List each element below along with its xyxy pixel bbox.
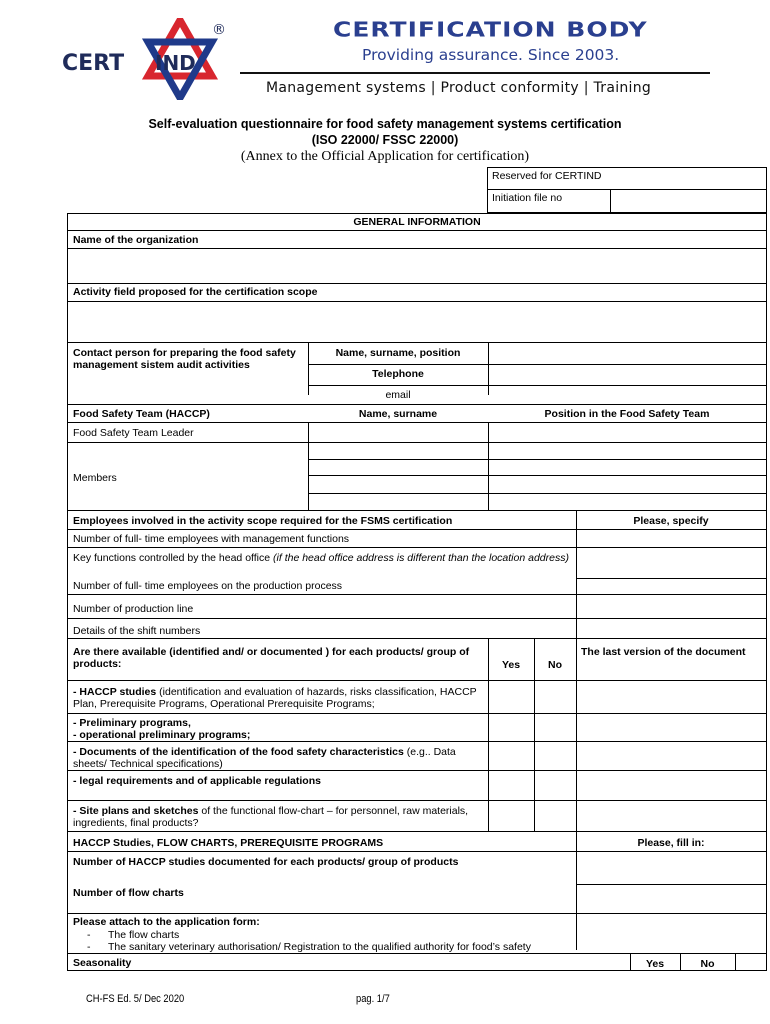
members-label: Members [73,472,117,484]
member-name-field[interactable] [309,476,488,493]
certind-logo [62,18,232,100]
haccp-studies-row: - HACCP studies (identification and evaluation of hazards, risks classification, HACCP Plan, Prerequisite Programs, Operational Prerequisite Programs; [73,686,477,710]
please-fill-label: Please, fill in: [637,837,705,849]
employees-management-field[interactable] [577,530,766,547]
brand-divider [240,72,710,74]
org-name-field[interactable] [68,249,766,283]
contact-name-field[interactable] [489,343,766,364]
member-name-field[interactable] [309,460,488,475]
please-specify-label: Please, specify [633,515,709,527]
employees-production-label: Number of full- time employees on the production process [73,580,343,592]
brand-title: CERTIFICATION BODY [333,18,648,42]
key-functions-field[interactable] [577,548,766,578]
reserved-box [487,167,767,213]
employees-header: Employees involved in the activity scope required for the FSMS certification [73,515,453,527]
haccp-header: HACCP Studies, FLOW CHARTS, PREREQUISITE PROGRAMS [73,837,384,849]
attach-label: Please attach to the application form: [73,916,260,928]
footer-page: pag. 1/7 [356,993,390,1005]
logo-text-cert: CERT [62,51,125,76]
doc-title-line1: Self-evaluation questionnaire for food safety management systems certification [148,117,622,131]
attach-item-flow-charts: - The flow charts [87,929,180,941]
food-safety-team-label: Food Safety Team (HACCP) [73,408,210,420]
contact-email-field[interactable] [489,386,766,403]
doc-title-line2: (ISO 22000/ FSSC 22000) [311,133,459,147]
team-leader-position-field[interactable] [489,423,766,442]
reserved-label: Reserved for CERTIND [488,168,766,190]
key-functions-label: Key functions controlled by the head office (if the head office address is different than the location address) [73,552,569,564]
food-safety-characteristics-row: - Documents of the identification of the food safety characteristics (e.g.. Data sheets/ Technical specifications) [73,746,456,770]
preliminary-programs-row: - Preliminary programs, - operational preliminary programs; [73,717,251,741]
team-leader-name-field[interactable] [309,423,488,442]
contact-telephone-field[interactable] [489,365,766,385]
general-info-header: GENERAL INFORMATION [353,216,481,228]
contact-telephone-label: Telephone [372,368,424,380]
production-line-field[interactable] [577,595,766,618]
flow-count-field[interactable] [577,885,766,913]
employees-management-label: Number of full- time employees with management functions [73,533,350,545]
member-position-field[interactable] [489,494,766,510]
org-name-label: Name of the organization [73,234,199,246]
contact-person-label: Contact person for preparing the food safety management sistem audit activities [73,347,296,371]
seasonality-no[interactable]: No [700,958,715,970]
haccp-count-label: Number of HACCP studies documented for each products/ group of products [73,856,459,868]
shift-numbers-field[interactable] [577,619,766,638]
employees-production-field[interactable] [577,579,766,594]
registered-mark: ® [212,22,226,38]
brand-tagline: Providing assurance. Since 2003. [362,46,620,64]
team-col-position: Position in the Food Safety Team [544,408,710,420]
initiation-file-label: Initiation file no [492,192,563,204]
member-position-field[interactable] [489,460,766,475]
member-name-field[interactable] [309,494,488,510]
contact-email-label: email [385,389,411,401]
contact-name-label: Name, surname, position [335,347,461,359]
haccp-count-field[interactable] [577,852,766,884]
attach-item-authorisation: - The sanitary veterinary authorisation/ Registration to the qualified authority for food’s safety [87,941,531,953]
team-leader-label: Food Safety Team Leader [73,427,194,439]
flow-count-label: Number of flow charts [73,887,184,899]
docs-availability-header: Are there available (identified and/ or documented ) for each products/ group of products: [73,646,470,670]
member-position-field[interactable] [489,443,766,459]
shift-numbers-label: Details of the shift numbers [73,625,201,637]
footer-edition: CH-FS Ed. 5/ Dec 2020 [86,993,185,1005]
legal-requirements-row: - legal requirements and of applicable regulations [73,775,321,787]
docs-no-label: No [548,659,562,671]
site-plans-row: - Site plans and sketches of the functional flow-chart – for personnel, raw materials, ingredients, final products? [73,805,469,829]
logo-text-ind: IND [155,51,196,75]
activity-field[interactable] [68,302,766,342]
production-line-label: Number of production line [73,603,194,615]
activity-label: Activity field proposed for the certification scope [73,286,318,298]
member-position-field[interactable] [489,476,766,493]
brand-services: Management systems | Product conformity | Training [266,80,652,96]
docs-yes-label: Yes [501,659,521,671]
seasonality-label: Seasonality [73,957,132,969]
last-version-label: The last version of the document [581,646,746,658]
seasonality-yes[interactable]: Yes [645,958,665,970]
team-col-name: Name, surname [358,408,438,420]
member-name-field[interactable] [309,443,488,459]
doc-subtitle: (Annex to the Official Application for certification) [240,149,530,164]
questionnaire-form [67,213,767,971]
